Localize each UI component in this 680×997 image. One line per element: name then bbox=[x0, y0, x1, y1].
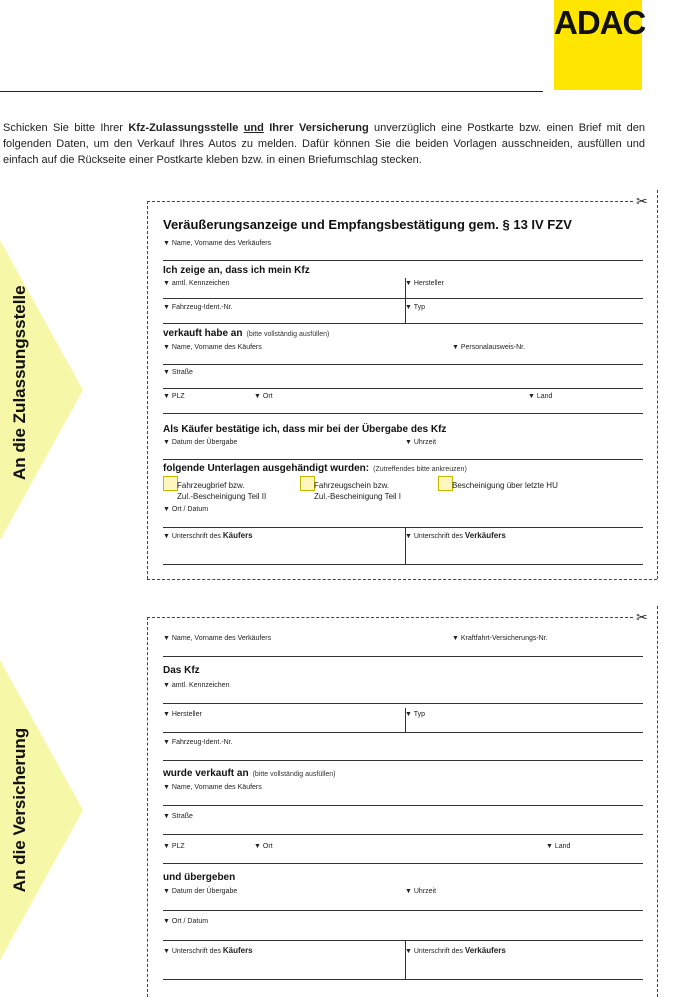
form2-buyer-name-field[interactable] bbox=[163, 805, 643, 806]
form1-seller-name-field[interactable] bbox=[163, 260, 643, 261]
form2-strasse-label: ▼ Straße bbox=[163, 813, 193, 820]
form2-versicherung-label: ▼ Kraftfahrt-Versicherungs-Nr. bbox=[452, 635, 548, 642]
form1-datum-label: ▼ Datum der Übergabe bbox=[163, 439, 237, 446]
form2-land-label: ▼ Land bbox=[546, 843, 570, 850]
scissors-icon-2: ✂ bbox=[636, 609, 648, 625]
form2-sig-buyer-label: ▼ Unterschrift des Käufers bbox=[163, 946, 253, 955]
form2-address-field[interactable] bbox=[163, 863, 643, 864]
form2-seller-name-field[interactable] bbox=[163, 656, 643, 657]
form2-typ-label: ▼ Typ bbox=[405, 711, 425, 718]
cut-line-top-2 bbox=[147, 617, 633, 618]
form2-hersteller-label: ▼ Hersteller bbox=[163, 711, 202, 718]
form1-section-confirm: Als Käufer bestätige ich, dass mir bei der Übergabe des Kfz bbox=[163, 424, 447, 435]
form2-strasse-field[interactable] bbox=[163, 834, 643, 835]
form2-ort-label: ▼ Ort bbox=[254, 843, 273, 850]
form1-strasse-field[interactable] bbox=[163, 388, 643, 389]
adac-logo bbox=[554, 0, 646, 90]
form1-typ-label: ▼ Typ bbox=[405, 304, 425, 311]
form2-section-sold: wurde verkauft an (bitte vollständig ausfüllen) bbox=[163, 768, 336, 779]
doc3-label: Bescheinigung über letzte HU bbox=[452, 481, 558, 490]
form1-ort-datum-label: ▼ Ort / Datum bbox=[163, 506, 208, 513]
form2-uhrzeit-label: ▼ Uhrzeit bbox=[405, 888, 436, 895]
form1-signature-field[interactable] bbox=[163, 564, 643, 565]
form1-strasse-label: ▼ Straße bbox=[163, 369, 193, 376]
form1-section-sold: verkauft habe an (bitte vollständig ausfüllen) bbox=[163, 328, 330, 339]
form1-kennzeichen-label: ▼ amtl. Kennzeichen bbox=[163, 280, 229, 287]
form1-seller-name-label: ▼ Name, Vorname des Verkäufers bbox=[163, 240, 271, 247]
form1-buyer-name-field[interactable] bbox=[163, 364, 643, 365]
form2-kennzeichen-field[interactable] bbox=[163, 703, 643, 704]
header-rule bbox=[0, 91, 543, 92]
form2-ort-datum-label: ▼ Ort / Datum bbox=[163, 918, 208, 925]
form1-title: Veräußerungsanzeige und Empfangsbestätigung gem. § 13 IV FZV bbox=[163, 217, 572, 232]
form2-signature-field[interactable] bbox=[163, 979, 643, 980]
form1-land-label: ▼ Land bbox=[528, 393, 552, 400]
form2-sig-seller-label: ▼ Unterschrift des Verkäufers bbox=[405, 946, 506, 955]
form2-ort-datum-field[interactable] bbox=[163, 940, 643, 941]
form1-buyer-name-label: ▼ Name, Vorname des Käufers bbox=[163, 344, 262, 351]
form2-section-kfz: Das Kfz bbox=[163, 665, 200, 676]
cut-line-right-1 bbox=[657, 190, 658, 579]
form2-plz-label: ▼ PLZ bbox=[163, 843, 185, 850]
form2-sig-divider bbox=[405, 940, 406, 979]
cut-line-bottom-1 bbox=[147, 579, 657, 580]
doc1-label: Fahrzeugbrief bzw. Zul.-Bescheinigung Teil II bbox=[177, 481, 267, 501]
cut-line-right-2 bbox=[657, 606, 658, 997]
form2-fin-field[interactable] bbox=[163, 760, 643, 761]
form1-sig-divider bbox=[405, 527, 406, 565]
form2-divider bbox=[405, 708, 406, 732]
scissors-icon: ✂ bbox=[636, 193, 648, 209]
side-label-versicherung: An die Versicherung bbox=[10, 727, 29, 893]
form2-kennzeichen-label: ▼ amtl. Kennzeichen bbox=[163, 682, 229, 689]
form1-section-kfz: Ich zeige an, dass ich mein Kfz bbox=[163, 265, 310, 276]
logo-text: ADAC bbox=[554, 4, 646, 41]
form1-datum-field[interactable] bbox=[163, 459, 643, 460]
form1-fin-label: ▼ Fahrzeug-Ident.-Nr. bbox=[163, 304, 233, 311]
form1-kennzeichen-field[interactable] bbox=[163, 298, 643, 299]
form2-section-handover: und übergeben bbox=[163, 872, 236, 883]
cut-line-top-1 bbox=[147, 201, 633, 202]
cut-line-left-1 bbox=[147, 201, 148, 579]
form1-ort-label: ▼ Ort bbox=[254, 393, 273, 400]
cut-line-left-2 bbox=[147, 617, 148, 997]
form1-address-field[interactable] bbox=[163, 413, 643, 414]
doc3-checkbox[interactable] bbox=[438, 476, 453, 491]
form1-section-docs: folgende Unterlagen ausgehändigt wurden: (Zutreffendes bitte ankreuzen) bbox=[163, 463, 467, 474]
form2-datum-label: ▼ Datum der Übergabe bbox=[163, 888, 237, 895]
form2-seller-name-label: ▼ Name, Vorname des Verkäufers bbox=[163, 635, 271, 642]
form1-sig-buyer-label: ▼ Unterschrift des Käufers bbox=[163, 531, 253, 540]
form2-fin-label: ▼ Fahrzeug-Ident.-Nr. bbox=[163, 739, 233, 746]
doc2-checkbox[interactable] bbox=[300, 476, 315, 491]
intro-text: Schicken Sie bitte Ihrer Kfz-Zulassungsstelle und Ihrer Versicherung unverzüglich eine Postkarte bzw. einen Brief mit den folgenden Daten, um den Verkauf Ihres Autos zu melden. Dafür können Sie die beiden Vorlagen ausschneiden, ausfüllen und einfach auf die Rückseite einer Postkarte kleben bzw. in einen Briefumschlag stecken. bbox=[3, 122, 646, 166]
doc2-label: Fahrzeugschein bzw. Zul.-Bescheinigung Teil I bbox=[314, 481, 402, 501]
side-label-zulassung: An die Zulassungsstelle bbox=[10, 285, 29, 480]
form2-datum-field[interactable] bbox=[163, 910, 643, 911]
form1-fin-field[interactable] bbox=[163, 323, 643, 324]
form1-sig-seller-label: ▼ Unterschrift des Verkäufers bbox=[405, 531, 506, 540]
form1-uhrzeit-label: ▼ Uhrzeit bbox=[405, 439, 436, 446]
form1-plz-label: ▼ PLZ bbox=[163, 393, 185, 400]
form2-hersteller-field[interactable] bbox=[163, 732, 643, 733]
form2-buyer-name-label: ▼ Name, Vorname des Käufers bbox=[163, 784, 262, 791]
form1-divider bbox=[405, 278, 406, 323]
form1-hersteller-label: ▼ Hersteller bbox=[405, 280, 444, 287]
doc1-checkbox[interactable] bbox=[163, 476, 178, 491]
form1-ort-datum-field[interactable] bbox=[163, 527, 643, 528]
form1-ausweis-label: ▼ Personalausweis-Nr. bbox=[452, 344, 525, 351]
